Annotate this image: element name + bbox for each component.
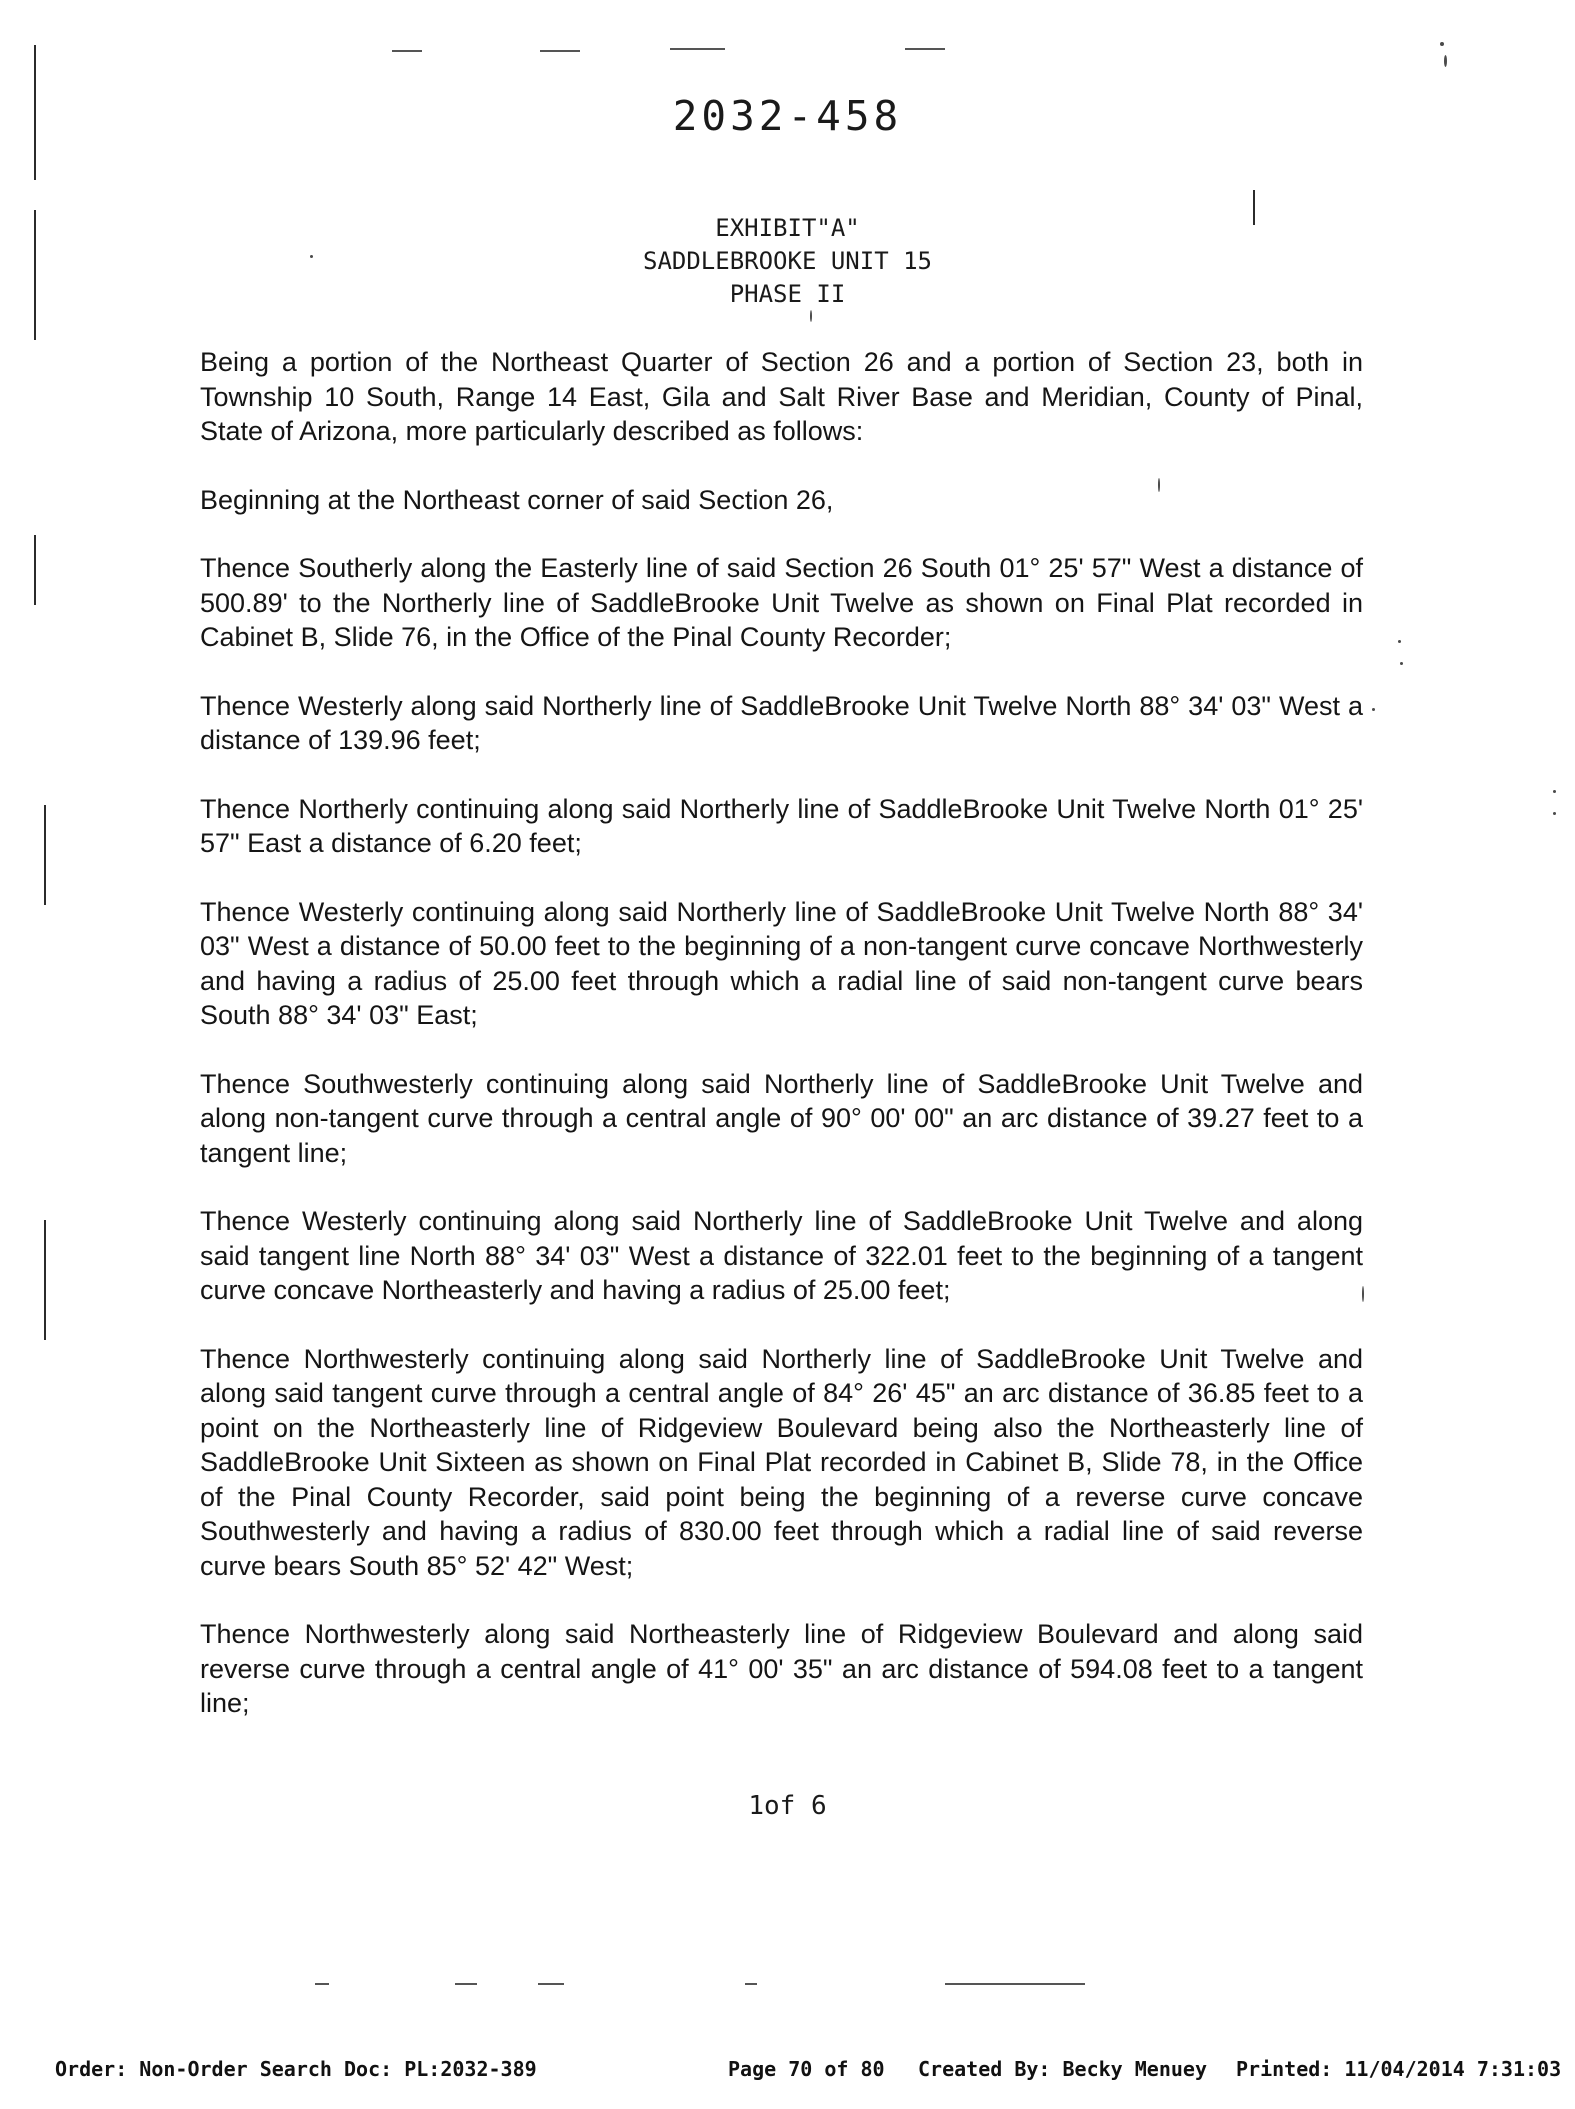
scan-margin-line <box>44 1220 46 1340</box>
scan-dash <box>945 1983 1085 1985</box>
scan-dash <box>455 1983 477 1985</box>
scan-dash <box>392 50 422 52</box>
legal-description <box>200 345 1363 1721</box>
scan-speck <box>1398 640 1401 643</box>
paragraph-course: Thence Northwesterly along said Northeasterly line of Ridgeview Boulevard and along said reverse curve through a central angle of 41° 00' 35" an arc distance of 594.08 feet to a tangent line; <box>200 1619 1363 1718</box>
footer-order-doc <box>55 2057 537 2087</box>
scan-dash <box>540 50 580 52</box>
scan-dash <box>745 1983 757 1985</box>
footer-created-by: Created By: Becky Menuey <box>918 2057 1207 2081</box>
scan-margin-line <box>34 535 36 605</box>
paragraph-course: Thence Northwesterly continuing along said Northerly line of SaddleBrooke Unit Twelve and along said tangent curve through a central angle of 84° 26' 45" an arc distance of 36.85 feet to a point on the Northeasterly line of Ridgeview Boulevard being also the Northeasterly line of SaddleBrooke Unit Sixteen as shown on Final Plat recorded in Cabinet B, Slide 78, in the Office of the Pinal County Recorder, said point being the beginning of a reverse curve concave Southwesterly and having a radius of 830.00 feet through which a radial line of said reverse curve bears South 85° 52' 42" West; <box>200 1343 1363 1581</box>
scan-dash <box>538 1983 564 1985</box>
footer-printed: Printed: 11/04/2014 7:31:03 <box>1236 2057 1562 2081</box>
scan-margin-line <box>44 805 46 905</box>
scan-speck <box>1372 708 1375 711</box>
paragraph-intro: Being a portion of the Northeast Quarter of Section 26 and a portion of Section 23, both in Township 10 South, Range 14 East, Gila and Salt River Base and Meridian, County of Pinal, State of Arizona, more particularly described as follows: <box>200 347 1363 446</box>
paragraph-course: Thence Westerly along said Northerly line of SaddleBrooke Unit Twelve North 88° 34' 03" West a distance of 139.96 feet; <box>200 690 1363 755</box>
exhibit-title: EXHIBIT"A" <box>715 214 860 242</box>
scan-speck <box>1400 662 1403 665</box>
exhibit-subtitle: SADDLEBROOKE UNIT 15 <box>643 247 932 275</box>
paragraph-course: Thence Southwesterly continuing along said Northerly line of SaddleBrooke Unit Twelve and along non-tangent curve through a central angle of 90° 00' 00" an arc distance of 39.27 feet to a tangent line; <box>200 1068 1363 1168</box>
scan-dash <box>670 48 725 50</box>
scan-dash <box>315 1983 329 1985</box>
exhibit-header <box>0 212 1575 311</box>
paragraph-beginning: Beginning at the Northeast corner of said Section 26, <box>200 484 834 515</box>
exhibit-phase: PHASE II <box>729 280 846 308</box>
scan-speck <box>1444 55 1447 67</box>
footer-doc: Doc: PL:2032-389 <box>344 2057 537 2081</box>
scan-speck <box>1440 42 1444 46</box>
scan-speck <box>810 310 812 322</box>
page-number: 1of 6 <box>748 1791 827 1821</box>
paragraph-course: Thence Westerly continuing along said Northerly line of SaddleBrooke Unit Twelve and along said tangent line North 88° 34' 03" West a distance of 322.01 feet to the beginning of a tangent curve concave Northeasterly and having a radius of 25.00 feet; <box>200 1206 1363 1305</box>
footer-page-count: Page 70 of 80 <box>728 2057 885 2081</box>
scan-dash <box>905 48 945 50</box>
document-number: 2032-458 <box>672 92 903 140</box>
paragraph-course: Thence Southerly along the Easterly line of said Section 26 South 01° 25' 57" West a distance of 500.89' to the Northerly line of SaddleBrooke Unit Twelve as shown on Final Plat recorded in Cabinet B, Slide 76, in the Office of the Pinal County Recorder; <box>200 553 1363 652</box>
footer-order: Order: Non-Order Search <box>55 2057 332 2081</box>
scan-speck <box>1553 812 1556 815</box>
paragraph-course: Thence Westerly continuing along said Northerly line of SaddleBrooke Unit Twelve North 88° 34' 03" West a distance of 50.00 feet to the beginning of a non-tangent curve concave Northwesterly and having a radius of 25.00 feet through which a radial line of said non-tangent curve bears South 88° 34' 03" East; <box>200 896 1363 1030</box>
paragraph-course: Thence Northerly continuing along said Northerly line of SaddleBrooke Unit Twelve North 01° 25' 57" East a distance of 6.20 feet; <box>200 793 1363 858</box>
scan-speck <box>1553 790 1556 793</box>
